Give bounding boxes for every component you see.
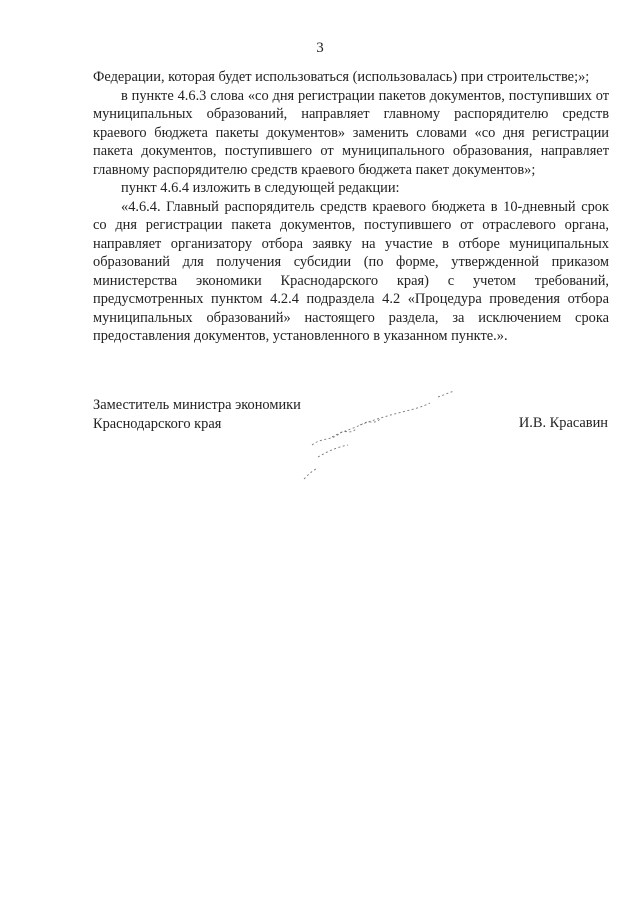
paragraph: в пункте 4.6.3 слова «со дня регистрации пакетов документов, поступивших от муниципальных образований, направляет главному распорядителю средств краевого бюджета пакеты документов» заменить словами «со дня регистрации пакета документов, поступившего от муниципального образования, направляет главному распорядителю средств краевого бюджета пакет документов»;: [93, 87, 609, 178]
signatory-name: И.В. Красавин: [518, 415, 608, 431]
paragraph: Федерации, которая будет использоваться (использовалась) при строительстве;»;: [93, 69, 590, 85]
page-number: 3: [316, 40, 324, 56]
position-line: Заместитель министра экономики: [93, 397, 301, 413]
position-line: Краснодарского края: [93, 415, 222, 432]
paragraph: «4.6.4. Главный распорядитель средств краевого бюджета в 10-дневный срок со дня регистрации пакета документов, поступившего от отраслевого органа, направляет организатору отбора заявку на участие в отборе муниципальных образований для получения субсидии (по форме, утвержденной приказом министерства экономики Краснодарского края) с учетом требований, предусмотренных пунктом 4.2.4 подраздела 4.2 «Процедура проведения отбора муниципальных образований» настоящего раздела, за исключением срока предоставления документов, установленного в указанном пункте.».: [93, 198, 609, 344]
handwritten-signature: [298, 385, 468, 485]
signatory-position: [93, 396, 301, 433]
document-body: [93, 68, 609, 346]
paragraph: пункт 4.6.4 изложить в следующей редакции:: [121, 180, 400, 196]
